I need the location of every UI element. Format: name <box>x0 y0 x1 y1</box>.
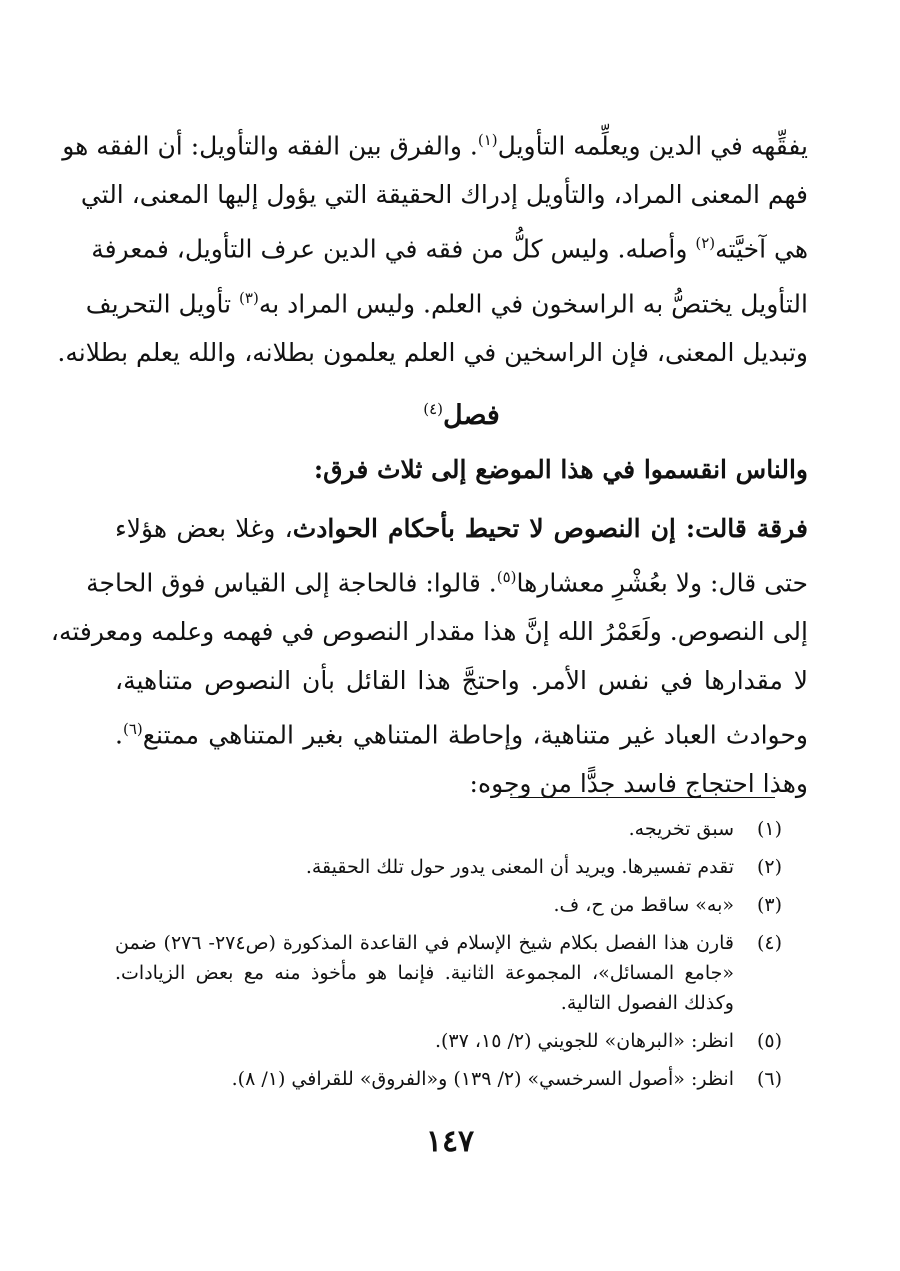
footnote-item <box>115 1026 782 1056</box>
footnote-text: انظر: «البرهان» للجويني (٢/ ١٥، ٣٧). <box>434 1030 734 1052</box>
footnote-ref[interactable]: (٢) <box>695 234 716 253</box>
footnote-text: تقدم تفسيرها. ويريد أن المعنى يدور حول تلك الحقيقة. <box>305 856 734 878</box>
footnote-item <box>115 814 782 844</box>
text-line: فرقة قالت: إن النصوص لا تحيط بأحكام الحوادث، وغلا بعض هؤلاء <box>115 513 808 543</box>
footnote-item <box>115 928 782 1018</box>
footnote-number: (٤) <box>756 932 782 954</box>
footnote-ref[interactable]: (٦) <box>122 720 143 739</box>
text-line: حتى قال: ولا بعُشْرِ معشارها$^{(٥)}$. قالوا: فالحاجة إلى القياس فوق الحاجة <box>86 568 808 598</box>
text-line: يفقِّهه في الدين ويعلِّمه التأويل$^{(١)}$. والفرق بين الفقه والتأويل: أن الفقه هو <box>62 131 808 161</box>
text-line: وهذا احتجاج فاسد جدًّا من وجوه: <box>469 769 808 799</box>
footnote-number: (٣) <box>756 894 782 916</box>
footnote-ref[interactable]: (٤) <box>423 400 443 419</box>
footnote-divider <box>510 797 775 798</box>
text-line: فهم المعنى المراد، والتأويل إدراك الحقيقة التي يؤول إليها المعنى، التي <box>80 179 808 209</box>
footnote-ref[interactable]: (١) <box>477 131 498 149</box>
paragraph-tawil <box>57 116 808 377</box>
footnote-text: «به» ساقط من ح، ف. <box>553 894 734 916</box>
paragraph-three-groups: والناس انقسموا في هذا الموضع إلى ثلاث فرق: <box>313 455 808 485</box>
footnote-text: انظر: «أصول السرخسي» (٢/ ١٣٩) و«الفروق» للقرافي (١/ ٨). <box>231 1068 734 1090</box>
footnote-item <box>115 1064 782 1094</box>
footnote-text: سبق تخريجه. <box>628 818 734 840</box>
section-heading: فصل$^{(٤)}$ <box>423 400 500 432</box>
footnote-item <box>115 890 782 920</box>
footnote-item <box>115 852 782 882</box>
paragraph-first-group <box>50 505 808 809</box>
text-line: لا مقدارها في نفس الأمر. واحتجَّ هذا القائل بأن النصوص متناهية، <box>115 665 808 695</box>
footnote-text: قارن هذا الفصل بكلام شيخ الإسلام في القاعدة المذكورة (ص٢٧٤- ٢٧٦) ضمن «جامع المسائل»، المجموعة الثانية. فإنما هو مأخوذ منه مع بعض الزيادات. وكذلك الفصول التالية. <box>115 932 734 1014</box>
text-line: وحوادث العباد غير متناهية، وإحاطة المتناهي بغير المتناهي ممتنع$^{(٦)}$. <box>115 720 808 750</box>
footnote-ref[interactable]: (٥) <box>496 568 517 587</box>
text-line: التأويل يختصُّ به الراسخون في العلم. وليس المراد به$^{(٣)}$ تأويل التحريف <box>85 289 808 319</box>
footnotes <box>115 814 782 1102</box>
page-number: ١٤٧ <box>425 1124 475 1159</box>
main-text <box>50 116 808 809</box>
footnote-number: (٢) <box>756 856 782 878</box>
footnote-number: (١) <box>756 818 782 840</box>
footnote-number: (٦) <box>756 1068 782 1090</box>
text-line: إلى النصوص. ولَعَمْرُ الله إنَّ هذا مقدار النصوص في فهمه وعلمه ومعرفته، <box>50 617 808 647</box>
text-line: وتبديل المعنى، فإن الراسخين في العلم يعلمون بطلانه، والله يعلم بطلانه. <box>57 337 808 367</box>
footnote-number: (٥) <box>756 1030 782 1052</box>
footnote-ref[interactable]: (٣) <box>239 289 259 308</box>
text-line: هي آخيَّته$^{(٢)}$ وأصله. وليس كلُّ من فقه في الدين عرف التأويل، فمعرفة <box>91 234 808 264</box>
